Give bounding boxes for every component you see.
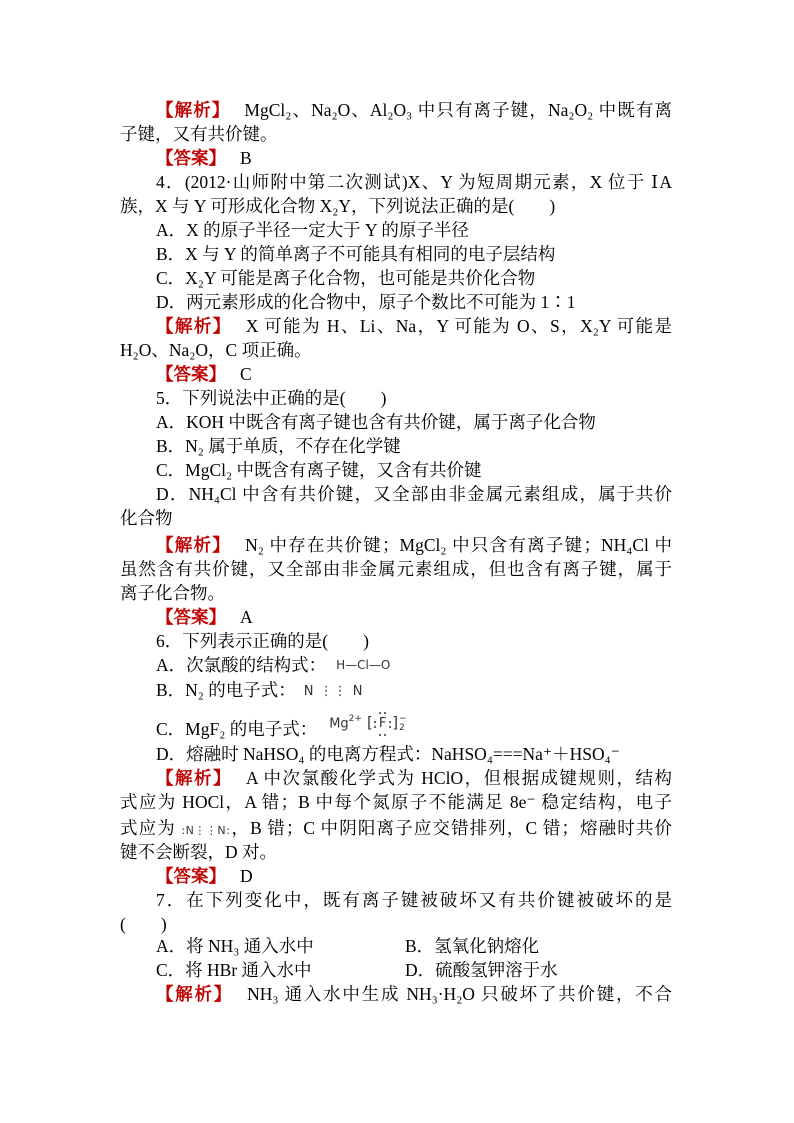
q7-options-row [156, 958, 672, 982]
answer-label: 【答案】 [156, 866, 226, 886]
q4-answer-line [156, 362, 672, 386]
analysis-text: ，B 错；C 中阴阳离子应交错排列，C 错；熔融时共价 [230, 818, 673, 838]
q3-analysis-line [156, 98, 672, 122]
q5-analysis-line [156, 533, 672, 557]
anion-count: 2 [399, 722, 405, 733]
q6-option-a [156, 653, 672, 677]
q4-stem-line: 族，X 与 Y 可形成化合物 X₂Y，下列说法正确的是( ) [120, 196, 556, 216]
anion-charge-count [399, 715, 407, 733]
q4-option-d: D．两元素形成的化合物中，原子个数比不可能为 1∶1 [156, 292, 576, 312]
q4-option-a: A．X 的原子半径一定大于 Y 的原子半径 [156, 220, 469, 240]
answer-value: C [240, 364, 252, 384]
answer-label: 【答案】 [156, 607, 226, 627]
lone-pair-dots [374, 721, 376, 723]
n2-electron-formula-figure: N ⋮⋮ N [303, 684, 364, 699]
anion-charge: − [399, 713, 407, 724]
option-text: A．次氯酸的结构式： [156, 655, 327, 675]
q6-answer-line [156, 864, 672, 888]
q4-analysis-line: H₂O、Na₂O，C 项正确。 [120, 340, 312, 360]
q7-option-b: B．氢氧化钠熔化 [405, 936, 540, 956]
analysis-text: 式应为 [120, 818, 182, 838]
analysis-label: 【解析】 [156, 100, 231, 120]
analysis-label: 【解析】 [156, 535, 232, 555]
answer-label: 【答案】 [156, 148, 226, 168]
q4-option-c: C．X₂Y 可能是离子化合物，也可能是共价化合物 [156, 268, 536, 288]
n2-correct-electron-formula-figure: :N⋮⋮N: [181, 824, 231, 837]
q5-option-d-continued: 化合物 [120, 508, 173, 528]
q5-option-b: B．N₂ 属于单质，不存在化学键 [156, 436, 401, 456]
q6-analysis-line [120, 816, 672, 840]
fluoride-atom [373, 717, 392, 731]
analysis-text: A 中次氯酸化学式为 HClO，但根据成键规则，结构 [245, 768, 673, 788]
q6-option-b [156, 678, 672, 702]
answer-value: D [240, 866, 253, 886]
analysis-label: 【解析】 [156, 768, 232, 788]
q7-analysis-line [156, 982, 672, 1006]
cation-symbol: Mg [329, 716, 349, 731]
answer-value: A [240, 607, 253, 627]
q3-analysis-line: 子键，又有共价键。 [120, 124, 278, 144]
q7-option-d: D．硫酸氢钾溶于水 [405, 960, 558, 980]
left-bracket: [ [366, 713, 373, 731]
q7-options-row [156, 934, 672, 958]
q6-analysis-line [156, 766, 672, 790]
lone-pair-dots [389, 721, 391, 723]
atom-symbol: F [378, 716, 387, 731]
option-text: B．N₂ 的电子式： [156, 680, 296, 700]
q6-option-d: D．熔融时 NaHSO₄ 的电离方程式：NaHSO₄===Na⁺＋HSO₄⁻ [156, 744, 621, 764]
q5-analysis-line: 离子化合物。 [120, 583, 225, 603]
analysis-text: NH₃ 通入水中生成 NH₃·H₂O 只破坏了共价键，不合 [247, 984, 672, 1004]
q5-option-d: D．NH₄Cl 中含有共价键，又全部由非金属元素组成，属于共价 [156, 484, 672, 504]
hclo-structural-formula-figure: H—Cl—O [336, 658, 391, 672]
q5-answer-line [156, 605, 672, 629]
analysis-text: N₂ 中存在共价键；MgCl₂ 中只含有离子键；NH₄Cl 中 [245, 535, 672, 555]
q7-stem-line: 7．在下列变化中，既有离子键被破坏又有共价键被破坏的是 [156, 890, 672, 910]
q5-analysis-line: 虽然含有共价键，又全部由非金属元素组成，但也含有离子键，属于 [120, 559, 672, 579]
answer-value: B [240, 148, 252, 168]
answer-label: 【答案】 [156, 364, 226, 384]
q4-option-b: B．X 与 Y 的简单离子不可能具有相同的电子层结构 [156, 244, 556, 264]
q6-analysis-line: 式应为 HOCl，A 错；B 中每个氮原子不能满足 8e⁻ 稳定结构，电子 [120, 792, 672, 812]
q7-stem-line: ( ) [120, 914, 167, 934]
option-text: C．MgF₂ 的电子式： [156, 719, 318, 739]
analysis-label: 【解析】 [156, 984, 234, 1004]
q6-stem-line: 6．下列表示正确的是( ) [156, 631, 369, 651]
cation-charge: 2+ [348, 714, 362, 724]
right-bracket: ] [392, 713, 399, 731]
q5-option-a: A．KOH 中既含有离子键也含有共价键，属于离子化合物 [156, 412, 596, 432]
q7-option-a: A．将 NH₃ 通入水中 [156, 936, 314, 956]
q5-option-c: C．MgCl₂ 中既含有离子键，又含有共价键 [156, 460, 482, 480]
analysis-label: 【解析】 [156, 316, 232, 336]
q4-stem-line: 4．(2012·山师附中第二次测试)X、Y 为短周期元素，X 位于 ⅠA [156, 172, 672, 192]
q6-option-c [156, 713, 672, 741]
q4-analysis-line [156, 314, 672, 338]
analysis-text: X 可能为 H、Li、Na，Y 可能为 O、S，X₂Y 可能是 [245, 316, 672, 336]
analysis-text: MgCl₂、Na₂O、Al₂O₃ 中只有离子键，Na₂O₂ 中既有离 [244, 100, 672, 120]
mgf2-electron-formula-figure [329, 715, 407, 733]
q5-stem-line: 5．下列说法中正确的是( ) [156, 388, 387, 408]
q6-analysis-line: 键不会断裂，D 对。 [120, 842, 278, 862]
q3-answer-line [156, 146, 672, 170]
q7-option-c: C．将 HBr 通入水中 [156, 960, 312, 980]
